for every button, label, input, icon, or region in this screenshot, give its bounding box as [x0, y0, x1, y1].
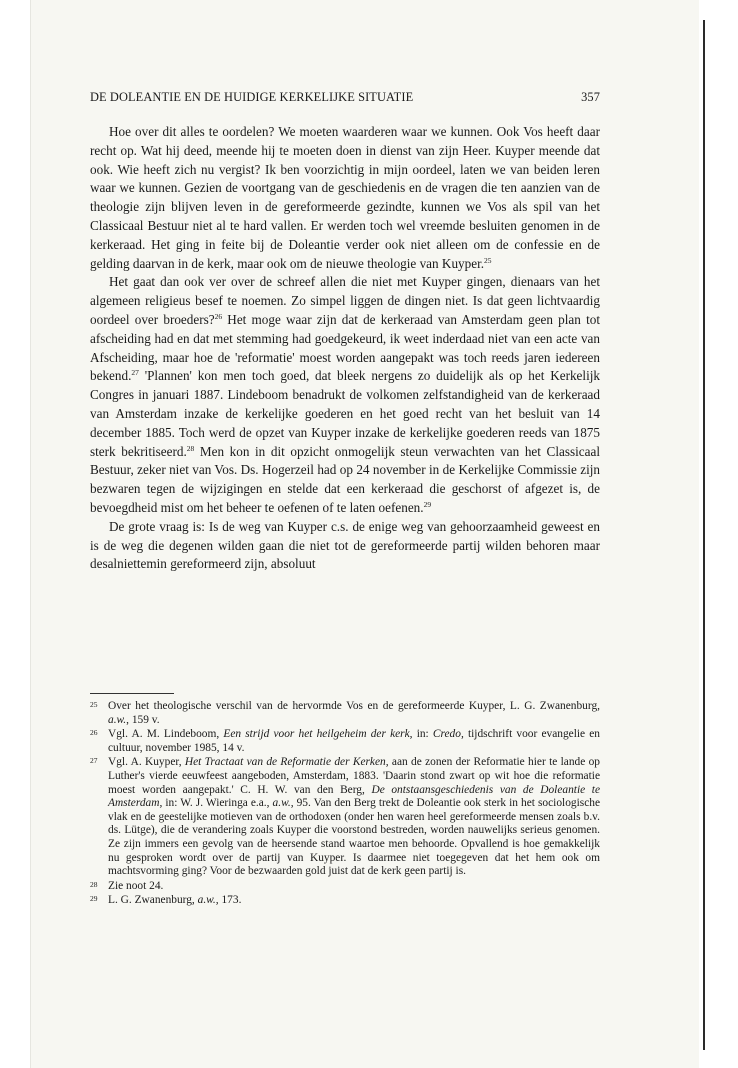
footnote-italic-text: Credo, — [432, 728, 464, 741]
footnote-text: Vgl. A. Kuyper, — [108, 756, 185, 769]
footnote-text: tijdschrift voor evangelie en cultuur, november 1985, 14 v. — [108, 728, 601, 754]
footnote-25 — [90, 700, 600, 727]
footnote-italic-text: a.w., — [272, 797, 294, 810]
footnote-text: Zie noot 24. — [108, 879, 164, 892]
footnote-marker: 27 — [131, 368, 139, 378]
scan-edge-line — [703, 20, 705, 1050]
paragraph-1 — [90, 123, 600, 273]
footnote-text: , 159 v. — [126, 713, 160, 726]
page-header — [90, 90, 600, 110]
footnote-marker: 28 — [186, 443, 195, 453]
footnote-number: 27 — [90, 756, 98, 766]
paragraph-2 — [90, 273, 600, 517]
footnote-number: 25 — [90, 700, 98, 709]
footnote-28 — [90, 880, 600, 894]
footnote-italic-text: De ontstaansgeschiedenis van de Doleantie te Amsterdam, — [108, 783, 601, 810]
paragraph-text: Hoe over dit alles te oordelen? We moeten waarderen waar we kunnen. Ook Vos heeft daar recht op. Wat hij deed, meende hij te moeten doen in dienst van zijn Heer. Kuyper meende dat ook. Wie heeft zich nu vergist? Ik ben voorzichtig in mijn oordeel, laten we van beiden leren waar we kunnen. Gezien de voortgang van de geschiedenis en de vragen die ten aanzien van de theologie zijn blijven leven in de gereformeerde gezindte, kunnen we Vos als spil van het Classicaal Bestuur niet al te hard vallen. Er werden toch wel vreemde besluiten genomen in de kerkeraad. Het ging in feite bij de Doleantie verder ook niet alleen om de confessie en de gelding daarvan in de kerk, maar ook om de nieuwe theologie van Kuyper. — [90, 124, 600, 271]
footnote-number: 26 — [90, 728, 98, 738]
footnote-29 — [90, 894, 600, 908]
footnote-text: in: W. J. Wieringa e.a., — [162, 797, 273, 810]
footnote-italic-text: Het Tractaat van de Reformatie der Kerken, — [184, 756, 389, 769]
paragraph-3 — [90, 518, 600, 574]
footnote-marker: 29 — [423, 499, 432, 509]
footnote-27 — [90, 756, 600, 878]
footnote-text: 95. Van den Berg trekt de Doleantie ook sterk in het sociologische vlak en de geestelijke motieven van de orthodoxen (onder hen waren heel gereformeerde mensen zoals b.v. ds. Lütge), die de verandering zoals Kuyper die voorstond bestreden, worden nauwelijks serieus genomen. Ze zijn immers een gevolg van de heersende stand waartoe men behoorde. Opvallend is hoe gemakkelijk nu gesproken wordt over de partij van Kuyper. Is daarmee niet toegegeven dat het hem ook om machtsvorming ging? Voor de bezwaarden gold juist dat de kerk geen partij is. — [108, 797, 600, 878]
footnote-italic-text: a.w., — [197, 894, 219, 907]
paragraph-text: Men kon in dit opzicht onmogelijk steun verwachten van het Classicaal Bestuur, zeker niet van Vos. Ds. Hogerzeil had op 24 november in de Kerkelijke Commissie zijn bezwaren tegen de wijzigingen en stelde dat een kerkeraad die geschorst of afgezet is, de bevoegdheid mist om het beheer te oefenen of te laten oefenen. — [90, 443, 601, 515]
footnote-number: 29 — [90, 894, 98, 904]
footnotes — [90, 700, 600, 909]
footnote-marker: 25 — [484, 255, 492, 265]
footnote-italic-text: Een strijd voor het heilgeheim der kerk, — [223, 728, 413, 741]
footnote-text: Over het theologische verschil van de hervormde Vos en de gereformeerde Kuyper, L. G. Zwanenburg, — [108, 700, 600, 712]
footnote-separator — [90, 693, 174, 694]
paragraph-text: 'Plannen' kon men toch goed, dat bleek nergens zo duidelijk als op het Kerkelijk Congres in januari 1887. Lindeboom benadrukt de volkomen zelfstandigheid van de kerkeraad van Amsterdam inzake de kerkelijke goederen en het goed recht van het besluit van 14 december 1885. Toch werd de opzet van Kuyper inzake de kerkelijke goederen reeds van 1875 sterk bekritiseerd. — [90, 368, 600, 459]
paragraph-text: Het gaat dan ook ver over de schreef allen die niet met Kuyper gingen, dienaars van het algemeen religieus besef te noemen. Zo simpel liggen de dingen niet. Is dat geen lichtvaardig oordeel over broeders? — [90, 274, 600, 327]
paragraph-text: De grote vraag is: Is de weg van Kuyper c.s. de enige weg van gehoorzaamheid geweest en is de weg die degenen wilden gaan die niet tot de gereformeerde partij wilden behoren maar desalniettemin gereformeerd zijn, absoluut — [90, 518, 600, 572]
paragraph-text: Het moge waar zijn dat de kerkeraad van Amsterdam geen plan tot afscheiding had en dat met stemming had goedgekeurd, ik weet inderdaad niet van een acte van Afscheiding, maar hoe de 'reformatie' moest worden aangepakt was toch reeds jaren iedereen bekend. — [90, 311, 600, 384]
running-head: DE DOLEANTIE EN DE HUIDIGE KERKELIJKE SITUATIE — [90, 90, 414, 104]
footnote-26 — [90, 728, 600, 755]
footnote-text: L. G. Zwanenburg, — [108, 894, 198, 907]
footnote-marker: 26 — [214, 311, 223, 321]
footnote-text: in: — [412, 728, 433, 741]
footnote-text: Vgl. A. M. Lindeboom, — [108, 728, 224, 741]
footnote-text: aan de zonen der Reformatie hier te lande op Luther's vierde eeuwfeest aangeboden, Amsterdam, 1883. 'Daarin stond zwart op wit hoe die reformatie moest worden aangepakt.' C. H. W. van den Berg, — [108, 756, 600, 796]
footnote-text: 173. — [218, 894, 242, 907]
main-text — [90, 123, 600, 574]
page-number: 357 — [581, 90, 600, 104]
footnote-number: 28 — [90, 879, 98, 889]
footnote-italic-text: a.w. — [108, 713, 127, 726]
